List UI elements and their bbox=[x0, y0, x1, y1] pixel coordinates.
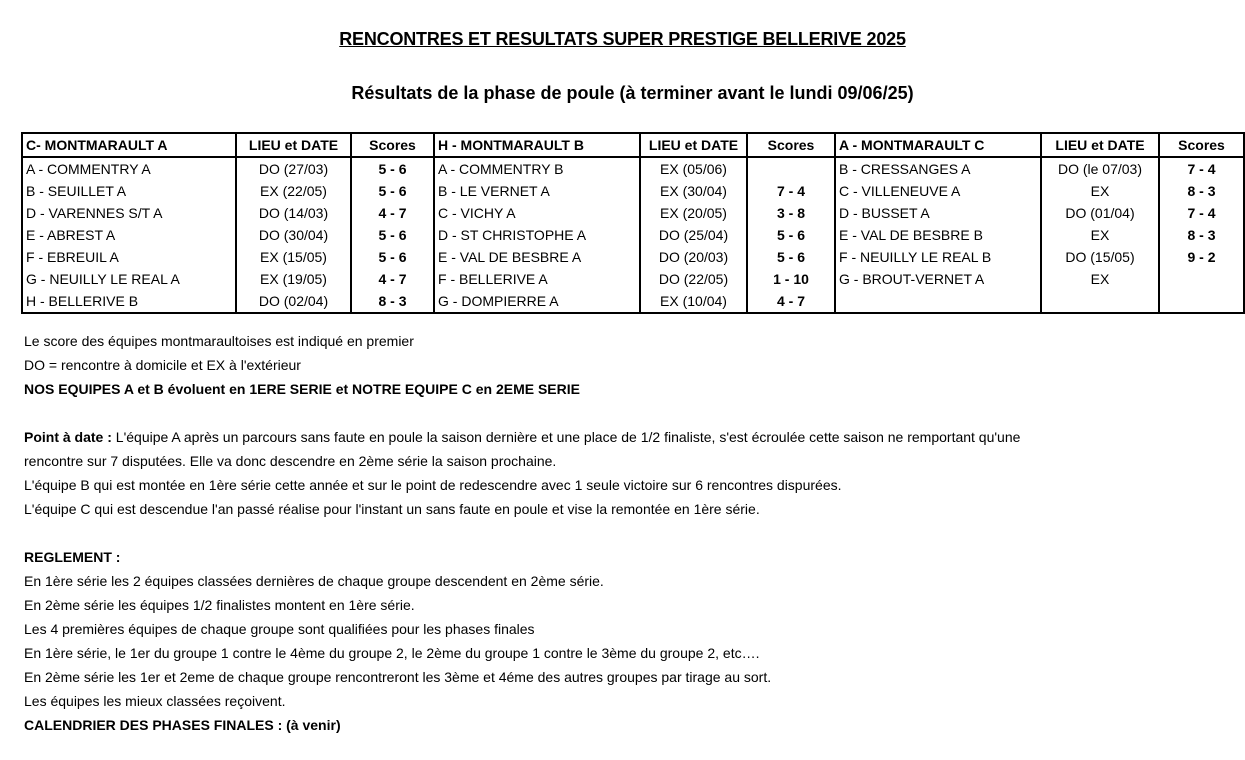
score-cell: 8 - 3 bbox=[351, 290, 434, 313]
status-paragraph bbox=[24, 425, 1224, 449]
place-date-cell: EX (22/05) bbox=[236, 180, 351, 202]
place-date-cell: EX (10/04) bbox=[640, 290, 747, 313]
score-cell: 8 - 3 bbox=[1159, 224, 1244, 246]
score-cell: 5 - 6 bbox=[747, 224, 835, 246]
score-cell: 5 - 6 bbox=[747, 246, 835, 268]
table-row bbox=[22, 157, 1244, 180]
header-team-b: H - MONTMARAULT B bbox=[434, 133, 640, 157]
place-date-cell: EX (19/05) bbox=[236, 268, 351, 290]
place-date-cell: DO (01/04) bbox=[1041, 202, 1159, 224]
rule-item: En 1ère série, le 1er du groupe 1 contre le 4ème du groupe 2, le 2ème du groupe 1 contre le 3ème du groupe 2, etc…. bbox=[24, 645, 760, 661]
status-team-a-text: L'équipe A après un parcours sans faute en poule la saison dernière et une place de 1/2 finaliste, s'est écroulée cette saison ne remportant qu'une bbox=[111, 429, 1021, 445]
score-cell: 7 - 4 bbox=[747, 180, 835, 202]
rule-item: Les 4 premières équipes de chaque groupe sont qualifiées pour les phases finales bbox=[24, 621, 535, 637]
opponent-cell: E - ABREST A bbox=[22, 224, 236, 246]
place-date-cell: DO (25/04) bbox=[640, 224, 747, 246]
table-row bbox=[22, 246, 1244, 268]
opponent-cell: E - VAL DE BESBRE B bbox=[835, 224, 1041, 246]
status-team-b: L'équipe B qui est montée en 1ère série cette année et sur le point de redescendre avec 1 seule victoire sur 6 rencontres dispurées. bbox=[24, 477, 842, 493]
score-cell: 7 - 4 bbox=[1159, 157, 1244, 180]
status-team-a-text-continued: rencontre sur 7 disputées. Elle va donc descendre en 2ème série la saison prochaine. bbox=[24, 453, 557, 469]
opponent-cell: A - COMMENTRY A bbox=[22, 157, 236, 180]
opponent-cell: D - ST CHRISTOPHE A bbox=[434, 224, 640, 246]
opponent-cell: D - VARENNES S/T A bbox=[22, 202, 236, 224]
opponent-cell: B - LE VERNET A bbox=[434, 180, 640, 202]
table-row bbox=[22, 268, 1244, 290]
opponent-cell: D - BUSSET A bbox=[835, 202, 1041, 224]
rule-item: En 1ère série les 2 équipes classées dernières de chaque groupe descendent en 2ème série. bbox=[24, 573, 604, 589]
score-cell: 4 - 7 bbox=[351, 202, 434, 224]
opponent-cell: B - CRESSANGES A bbox=[835, 157, 1041, 180]
place-date-cell: EX (05/06) bbox=[640, 157, 747, 180]
opponent-cell bbox=[835, 290, 1041, 313]
place-date-cell: DO (15/05) bbox=[1041, 246, 1159, 268]
place-date-cell: DO (20/03) bbox=[640, 246, 747, 268]
opponent-cell: F - NEUILLY LE REAL B bbox=[835, 246, 1041, 268]
opponent-cell: G - NEUILLY LE REAL A bbox=[22, 268, 236, 290]
score-cell: 7 - 4 bbox=[1159, 202, 1244, 224]
place-date-cell: EX (20/05) bbox=[640, 202, 747, 224]
document-title: RENCONTRES ET RESULTATS SUPER PRESTIGE BELLERIVE 2025 bbox=[339, 29, 906, 49]
opponent-cell: C - VICHY A bbox=[434, 202, 640, 224]
place-date-cell: EX bbox=[1041, 180, 1159, 202]
rule-item: En 2ème série les équipes 1/2 finalistes montent en 1ère série. bbox=[24, 597, 415, 613]
table-row bbox=[22, 224, 1244, 246]
place-date-cell: DO (27/03) bbox=[236, 157, 351, 180]
place-date-cell: DO (22/05) bbox=[640, 268, 747, 290]
score-cell: 5 - 6 bbox=[351, 224, 434, 246]
finals-calendar-note: CALENDRIER DES PHASES FINALES : (à venir) bbox=[24, 717, 341, 733]
score-cell: 4 - 7 bbox=[747, 290, 835, 313]
header-scores: Scores bbox=[747, 133, 835, 157]
header-place-date: LIEU et DATE bbox=[640, 133, 747, 157]
place-date-cell: DO (30/04) bbox=[236, 224, 351, 246]
score-cell: 5 - 6 bbox=[351, 157, 434, 180]
opponent-cell: C - VILLENEUVE A bbox=[835, 180, 1041, 202]
notes-section bbox=[24, 329, 1224, 737]
results-table bbox=[21, 132, 1245, 314]
opponent-cell: F - BELLERIVE A bbox=[434, 268, 640, 290]
table-row bbox=[22, 202, 1244, 224]
header-scores: Scores bbox=[1159, 133, 1244, 157]
score-cell: 5 - 6 bbox=[351, 180, 434, 202]
header-team-c: A - MONTMARAULT C bbox=[835, 133, 1041, 157]
opponent-cell: A - COMMENTRY B bbox=[434, 157, 640, 180]
table-header-row bbox=[22, 133, 1244, 157]
document-subtitle: Résultats de la phase de poule (à terminer avant le lundi 09/06/25) bbox=[351, 83, 914, 103]
opponent-cell: F - EBREUIL A bbox=[22, 246, 236, 268]
score-cell bbox=[1159, 290, 1244, 313]
header-scores: Scores bbox=[351, 133, 434, 157]
score-cell: 1 - 10 bbox=[747, 268, 835, 290]
series-note: NOS EQUIPES A et B évoluent en 1ERE SERIE et NOTRE EQUIPE C en 2EME SERIE bbox=[24, 381, 580, 397]
table-row bbox=[22, 180, 1244, 202]
status-label: Point à date : bbox=[24, 429, 112, 445]
place-date-cell: EX bbox=[1041, 268, 1159, 290]
place-date-cell bbox=[1041, 290, 1159, 313]
opponent-cell: G - DOMPIERRE A bbox=[434, 290, 640, 313]
opponent-cell: G - BROUT-VERNET A bbox=[835, 268, 1041, 290]
place-date-cell: DO (02/04) bbox=[236, 290, 351, 313]
header-team-a: C- MONTMARAULT A bbox=[22, 133, 236, 157]
place-date-cell: EX (15/05) bbox=[236, 246, 351, 268]
score-cell: 9 - 2 bbox=[1159, 246, 1244, 268]
place-date-cell: EX bbox=[1041, 224, 1159, 246]
opponent-cell: B - SEUILLET A bbox=[22, 180, 236, 202]
score-cell: 3 - 8 bbox=[747, 202, 835, 224]
opponent-cell: H - BELLERIVE B bbox=[22, 290, 236, 313]
rules-heading: REGLEMENT : bbox=[24, 549, 121, 565]
do-ex-legend: DO = rencontre à domicile et EX à l'extérieur bbox=[24, 357, 301, 373]
header-place-date: LIEU et DATE bbox=[236, 133, 351, 157]
rule-item: En 2ème série les 1er et 2eme de chaque groupe rencontreront les 3ème et 4éme des autres groupes par tirage au sort. bbox=[24, 669, 772, 685]
score-note: Le score des équipes montmaraultoises est indiqué en premier bbox=[24, 333, 414, 349]
opponent-cell: E - VAL DE BESBRE A bbox=[434, 246, 640, 268]
score-cell bbox=[1159, 268, 1244, 290]
rule-item: Les équipes les mieux classées reçoivent. bbox=[24, 693, 286, 709]
place-date-cell: DO (14/03) bbox=[236, 202, 351, 224]
score-cell bbox=[747, 157, 835, 180]
score-cell: 8 - 3 bbox=[1159, 180, 1244, 202]
status-team-c: L'équipe C qui est descendue l'an passé réalise pour l'instant un sans faute en poule et vise la remontée en 1ère série. bbox=[24, 501, 760, 517]
place-date-cell: DO (le 07/03) bbox=[1041, 157, 1159, 180]
score-cell: 4 - 7 bbox=[351, 268, 434, 290]
place-date-cell: EX (30/04) bbox=[640, 180, 747, 202]
table-row bbox=[22, 290, 1244, 313]
score-cell: 5 - 6 bbox=[351, 246, 434, 268]
header-place-date: LIEU et DATE bbox=[1041, 133, 1159, 157]
